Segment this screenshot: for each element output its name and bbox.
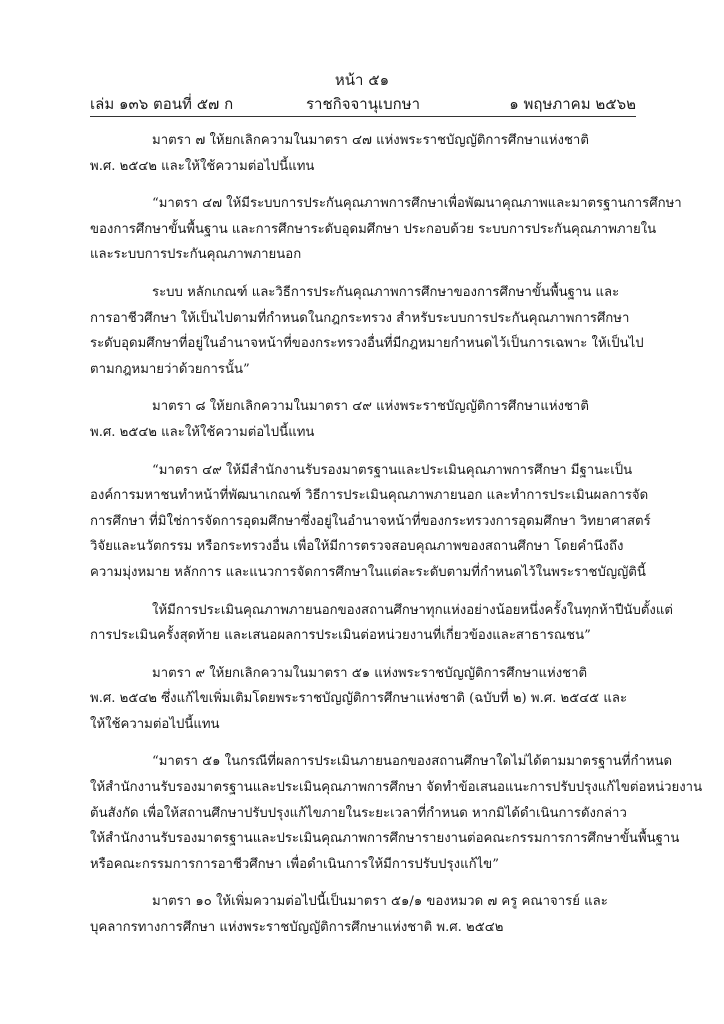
text-line: พ.ศ. ๒๕๔๒ ซึ่งแก้ไขเพิ่มเติมโดยพระราชบัญญัติการศึกษาแห่งชาติ (ฉบับที่ ๒) พ.ศ. ๒๕๔๕ และ bbox=[90, 691, 628, 707]
volume-issue: เล่ม ๑๓๖ ตอนที่ ๕๗ ก bbox=[90, 95, 234, 113]
publication-date: ๑ พฤษภาคม ๒๕๖๒ bbox=[509, 95, 636, 113]
text-line: องค์การมหาชนทำหน้าที่พัฒนาเกณฑ์ วิธีการประเมินคุณภาพภายนอก และทำการประเมินผลการจัด bbox=[90, 488, 649, 504]
page-number: หน้า ๕๑ bbox=[334, 71, 390, 89]
section-7-intro bbox=[90, 128, 636, 179]
section-9-intro bbox=[90, 661, 636, 738]
text-line: มาตรา ๑๐ ให้เพิ่มความต่อไปนี้เป็นมาตรา ๕๑/๑ ของหมวด ๗ ครู คณาจารย์ และ bbox=[152, 894, 608, 910]
text-line: มาตรา ๗ ให้ยกเลิกความในมาตรา ๔๗ แห่งพระราชบัญญัติการศึกษาแห่งชาติ bbox=[152, 133, 589, 148]
text-line: การศึกษา ที่มิใช่การจัดการอุดมศึกษาซึ่งอยู่ในอำนาจหน้าที่ของกระทรวงการอุดมศึกษา วิทยาศาสตร์ bbox=[90, 513, 651, 529]
section-49-paragraph-2 bbox=[90, 598, 673, 649]
text-line: “มาตรา ๕๑ ในกรณีที่ผลการประเมินภายนอกของสถานศึกษาใดไม่ได้ตามมาตรฐานที่กำหนด bbox=[152, 754, 673, 770]
page-header bbox=[90, 92, 636, 114]
text-line: ของการศึกษาขั้นพื้นฐาน และการศึกษาระดับอุดมศึกษา ประกอบด้วย ระบบการประกันคุณภาพภายใน bbox=[90, 221, 657, 237]
text-line: พ.ศ. ๒๕๔๒ และให้ใช้ความต่อไปนี้แทน bbox=[90, 158, 315, 174]
section-47-paragraph-2 bbox=[90, 280, 644, 382]
text-line: ความมุ่งหมาย หลักการ และแนวการจัดการศึกษาในแต่ละระดับตามที่กำหนดไว้ในพระราชบัญญัตินี้ bbox=[90, 564, 646, 580]
text-line: ระดับอุดมศึกษาที่อยู่ในอำนาจหน้าที่ของกระทรวงอื่นที่มีกฎหมายกำหนดไว้เป็นการเฉพาะ ให้เป็นไป bbox=[90, 336, 644, 352]
text-line: วิจัยและนวัตกรรม หรือกระทรวงอื่น เพื่อให้มีการตรวจสอบคุณภาพของสถานศึกษา โดยคำนึงถึง bbox=[90, 539, 624, 555]
text-line: ให้สำนักงานรับรองมาตรฐานและประเมินคุณภาพการศึกษา จัดทำข้อเสนอแนะการปรับปรุงแก้ไขต่อหน่วยงาน bbox=[90, 780, 703, 796]
text-line: ระบบ หลักเกณฑ์ และวิธีการประกันคุณภาพการศึกษาของการศึกษาขั้นพื้นฐาน และ bbox=[152, 284, 620, 300]
text-line: ให้ใช้ความต่อไปนี้แทน bbox=[90, 716, 220, 732]
text-line: ต้นสังกัด เพื่อให้สถานศึกษาปรับปรุงแก้ไขภายในระยะเวลาที่กำหนด หากมิได้ดำเนินการดังกล่าว bbox=[90, 805, 627, 821]
text-line: มาตรา ๙ ให้ยกเลิกความในมาตรา ๕๑ แห่งพระราชบัญญัติการศึกษาแห่งชาติ bbox=[152, 665, 588, 681]
section-8-intro bbox=[90, 394, 636, 445]
section-47-text bbox=[90, 191, 682, 268]
text-line: การประเมินครั้งสุดท้าย และเสนอผลการประเมินต่อหน่วยงานที่เกี่ยวข้องและสาธารณชน” bbox=[90, 628, 591, 644]
text-line: หรือคณะกรรมการการอาชีวศึกษา เพื่อดำเนินการให้มีการปรับปรุงแก้ไข” bbox=[90, 856, 499, 872]
text-line: มาตรา ๘ ให้ยกเลิกความในมาตรา ๔๙ แห่งพระราชบัญญัติการศึกษาแห่งชาติ bbox=[152, 399, 589, 415]
section-49-text bbox=[90, 458, 651, 586]
gazette-name: ราชกิจจานุเบกษา bbox=[305, 95, 421, 113]
text-line: การอาชีวศึกษา ให้เป็นไปตามที่กำหนดในกฎกระทรวง สำหรับระบบการประกันคุณภาพการศึกษา bbox=[90, 310, 630, 326]
text-line: พ.ศ. ๒๕๔๒ และให้ใช้ความต่อไปนี้แทน bbox=[90, 424, 315, 440]
text-line: “มาตรา ๔๙ ให้มีสำนักงานรับรองมาตรฐานและประเมินคุณภาพการศึกษา มีฐานะเป็น bbox=[152, 462, 633, 478]
text-line: ตามกฎหมายว่าด้วยการนั้น” bbox=[90, 361, 250, 377]
section-51-text bbox=[90, 749, 703, 877]
text-line: บุคลากรทางการศึกษา แห่งพระราชบัญญัติการศึกษาแห่งชาติ พ.ศ. ๒๕๔๒ bbox=[90, 920, 504, 936]
document-body bbox=[90, 128, 703, 953]
text-line: ให้สำนักงานรับรองมาตรฐานและประเมินคุณภาพการศึกษารายงานต่อคณะกรรมการการศึกษาขั้นพื้นฐาน bbox=[90, 831, 680, 847]
section-10-intro bbox=[90, 889, 636, 940]
text-line: “มาตรา ๔๗ ให้มีระบบการประกันคุณภาพการศึกษาเพื่อพัฒนาคุณภาพและมาตรฐานการศึกษา bbox=[152, 196, 682, 212]
text-line: ให้มีการประเมินคุณภาพภายนอกของสถานศึกษาทุกแห่งอย่างน้อยหนึ่งครั้งในทุกห้าปีนับตั้งแต่ bbox=[152, 602, 673, 618]
text-line: และระบบการประกันคุณภาพภายนอก bbox=[90, 247, 302, 263]
header-divider bbox=[90, 116, 636, 117]
